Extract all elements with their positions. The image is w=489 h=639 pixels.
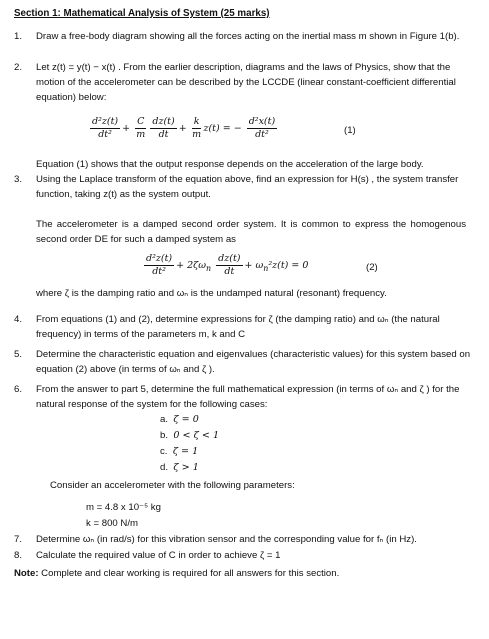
section-title: Section 1: Mathematical Analysis of System (25 marks): [14, 8, 270, 19]
question-5: 5. Determine the characteristic equation and eigenvalues (characteristic values) for this system based on equation (2) above (in terms of ωₙ and ζ ).: [14, 349, 471, 375]
note-text: Complete and clear working is required for all answers for this section.: [38, 568, 340, 579]
equation-1-label: (1): [344, 125, 356, 136]
accelerometer-paragraph: The accelerometer is a damped second order system. It is common to express the homogenous second order DE for such a damped system as: [36, 219, 466, 245]
equation-2-label: (2): [366, 262, 378, 273]
question-8: 8. Calculate the required value of C in order to achieve ζ = 1: [14, 550, 281, 561]
param-stiffness: k = 800 N/m: [86, 518, 138, 529]
note: [14, 568, 339, 579]
question-7: 7. Determine ωₙ (in rad/s) for this vibration sensor and the corresponding value for fₙ (in Hz).: [14, 534, 417, 545]
case-c: c. ζ = 1: [160, 446, 199, 457]
note-label: Note:: [14, 568, 39, 579]
param-mass: m = 4.8 x 10⁻⁵ kg: [86, 502, 161, 513]
question-4: 4. From equations (1) and (2), determine expressions for ζ (the damping ratio) and ωₙ (the natural frequency) in terms of the parameters m, k and C: [14, 314, 440, 340]
equation-1-note: Equation (1) shows that the output response depends on the acceleration of the large body.: [36, 159, 424, 170]
case-b: b. 0 < ζ < 1: [160, 430, 220, 441]
equation-2-where: where ζ is the damping ratio and ωₙ is the undamped natural (resonant) frequency.: [36, 288, 387, 299]
question-3: 3. Using the Laplace transform of the equation above, find an expression for H(s) , the system transfer function, taking z(t) as the system output.: [14, 174, 459, 200]
question-2: 2. Let z(t) = y(t) − x(t) . From the earlier description, diagrams and the laws of Physics, show that the motion of the accelerometer can be described by the LCCDE (linear constant-coefficient differential equation) below:: [14, 62, 456, 103]
equation-2: $\frac{\text{d²z(t)}}{\text{dt²}}$ + $2\zeta\omega_n$ $\frac{dz(t)}{dt}$ + $\omega_n^2z(t) = 0$: [146, 253, 309, 277]
equation-1: $\frac{\text{d²z(t)}}{\text{dt²}}$ + $\frac{C}{m}$ $\frac{dz(t)}{dt}$ + $\frac{k}{m}$ z(t) = − $\frac{\text{d²x(t)}}{\text{dt²}}$: [92, 116, 276, 140]
case-d: d. ζ > 1: [160, 462, 199, 473]
question-1: 1. Draw a free-body diagram showing all the forces acting on the inertial mass m shown in Figure 1(b).: [14, 31, 460, 42]
case-a: a. ζ = 0: [160, 414, 199, 425]
question-6: 6. From the answer to part 5, determine the full mathematical expression (in terms of ωₙ and ζ ) for the natural response of the system for the following cases:: [14, 384, 460, 410]
consider-text: Consider an accelerometer with the following parameters:: [50, 480, 295, 491]
